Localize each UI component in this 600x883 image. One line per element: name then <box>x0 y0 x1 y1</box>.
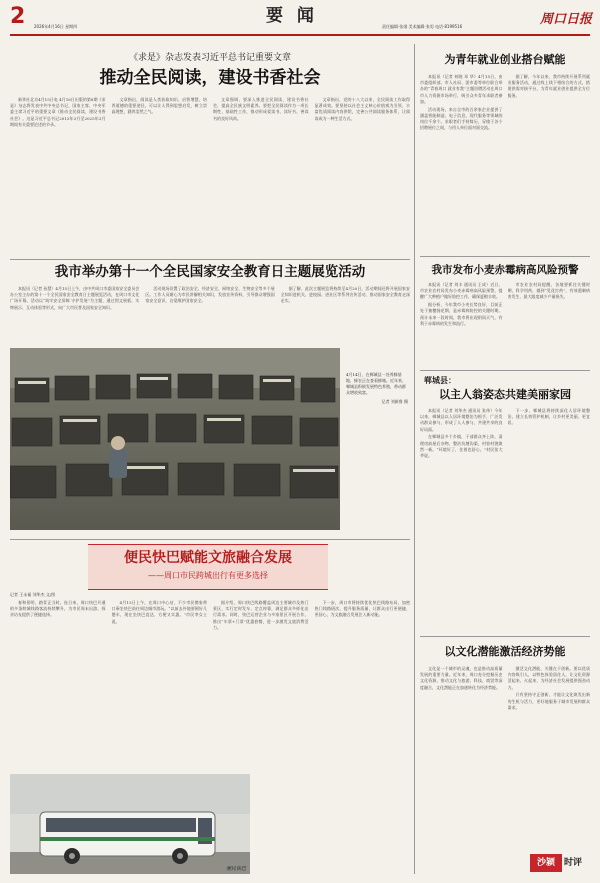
shaying-logo-brand: 沙颍 <box>530 854 562 872</box>
article-1-headline: 推动全民阅读，建设书香社会 <box>99 68 321 88</box>
article-3-paragraph: 据介绍，周口快巴线路覆盖周边主要城市及热门景区，实行定时发车、定点停靠，满足群众多样化出行需求。同时，快巴运营企业与多家景区开展合作，推出“车票+门票”优惠套餐，进一步激发文旅消费活力。 <box>213 600 309 630</box>
article-4-paragraph: 据了解，今年以来，我市持续开展系列就业服务活动，通过线上线下相结合的方式，搭建供需对接平台，为青年就业创业提供全方位服务。 <box>507 74 590 98</box>
article-5-paragraph: 据分析，今年我市小麦长势良好，目前正处于抽穗扬花期，是赤霉病防控的关键时期。预计未来一段时间，我市将出现阴雨天气，有利于赤霉病的发生和流行。 <box>420 302 503 326</box>
section-divider <box>420 636 590 637</box>
article-5-body-col-2 <box>508 282 591 364</box>
article-1-kicker: 《求是》杂志发表习近平总书记重要文章 <box>128 53 291 63</box>
article-3-paragraph: 下一步，周口市将持续优化快巴线路布局，加密热门线路班次，提升服务质量，让群众出行更便捷、更舒心，为文旅融合发展注入新动能。 <box>314 600 410 618</box>
editor-line: 责任编辑·张翊 美术编辑·张男 电话·8199516 <box>382 24 463 29</box>
article-3-headline: 便民快巴赋能文旅融合发展 <box>124 550 292 566</box>
shaying-commentary-logo <box>530 854 590 872</box>
shaying-logo-label: 时评 <box>564 858 583 868</box>
section-divider <box>420 256 590 257</box>
article-2-headline: 我市举办第十一个全民国家安全教育日主题展览活动 <box>54 264 366 280</box>
section-title: 要 闻 <box>266 6 318 26</box>
article-5-headline: 我市发布小麦赤霉病高风险预警 <box>431 264 579 276</box>
column-divider <box>414 44 415 874</box>
article-1-body-col-3 <box>213 97 309 255</box>
article-2-paragraph: 本报讯（记者 孙慧）4月15日上午，由中共周口市委国家安全委员会办公室主办的第十一个全民国家安全教育日主题展览活动，在周口市文化广场开幕。活动以“筑牢安全屏障 守护发展”为主题，通过图文展板、实物展示、互动体验等形式，向广大市民普及国家安全知识。 <box>10 286 140 310</box>
article-2-paragraph: 活动现场设置了政治安全、经济安全、网络安全、生物安全等多个展区。工作人员耐心为市民讲解相关知识，发放宣传资料，引导群众增强国家安全意识，自觉维护国家安全。 <box>145 286 275 304</box>
article-2 <box>10 262 410 537</box>
date-line: 2026年4月16日 星期四 <box>34 24 78 29</box>
article-7-paragraph: 文化是一个城市的灵魂，也是推动高质量发展的重要力量。近年来，周口充分挖掘历史文化资源，推动文化与旅游、科技、商贸等深度融合，文化潜能正在加速转化为经济势能。 <box>420 666 503 690</box>
article-2-paragraph: 据了解，此次主题展览将持续至4月20日，活动期间还将开展国家安全知识进机关、进校园、进社区等系列宣传活动，推动国家安全教育走深走实。 <box>280 286 410 304</box>
article-2-body-col-1 <box>10 286 139 344</box>
bus-figure <box>40 812 215 864</box>
article-3-paragraph: 4月13日上午，在周口中心站，不少市民携家带口乘坐快巴前往周边城市游玩。“以前去外地要倒好几趟车，现在坐快巴直达，方便又实惠。”市民李女士说。 <box>111 600 207 624</box>
beehive-photo-caption-text: 4月14日，在郸城县一处养蜂基地，蜂农正在查看蜂箱。近年来，郸城县积极发展特色养殖，带动群众增收致富。 <box>346 372 406 395</box>
article-4 <box>420 52 590 247</box>
section-divider <box>10 259 410 260</box>
article-1-body-col-2 <box>112 97 208 255</box>
article-6-headline: 以主人翁姿态共建美丽家园 <box>439 388 571 401</box>
article-3 <box>10 544 410 876</box>
article-3-paragraph: 春和景明，踏青正当时。连日来，周口快巴开通的多条跨城线路客流持续攀升，为市民周末出游、探亲访友提供了便捷选择。 <box>10 600 106 618</box>
article-6-paragraph: 下一步，郸城县将持续深化人居环境整治，建立长效管护机制，让乡村更美丽、更宜居。 <box>507 408 590 426</box>
article-5-paragraph: 本报讯（记者 刘丰 通讯员 王成）近日，市农业农村局发布小麦赤霉病高风险预警，提醒广大种植户做好防控工作，确保夏粮丰收。 <box>420 282 503 300</box>
article-6 <box>420 374 590 632</box>
beekeeper-figure <box>109 436 127 478</box>
article-4-body-col-1 <box>420 74 503 244</box>
article-1-paragraph: 文章指出，党的十八大以来，全民阅读工作取得显著成效。要坚持以社会主义核心价值观为引领，丰富优质阅读内容供给，完善公共阅读服务体系，让阅读成为一种生活方式。 <box>314 97 410 121</box>
article-7-body-col-2 <box>508 666 591 846</box>
article-2-body-col-2 <box>145 286 274 344</box>
article-7 <box>420 640 590 878</box>
section-divider <box>420 370 590 371</box>
beehive-photo-caption <box>346 372 408 405</box>
article-6-body-col-2 <box>508 408 591 630</box>
bus-photo-credit: 便民快巴 <box>225 866 246 872</box>
beehive-photo-credit: 记者 刘新鲁 摄 <box>381 399 408 404</box>
article-6-body-col-1 <box>420 408 503 630</box>
article-5 <box>420 262 590 367</box>
beehive-photo-image <box>10 348 340 530</box>
section-divider <box>10 539 410 540</box>
masthead <box>0 0 600 40</box>
article-7-paragraph: 激活文化潜能，关键在于创新。要以优质内容吸引人，以特色体验留住人，让文化资源活起来、火起来，为经济社会发展提供强劲动力。 <box>507 666 590 690</box>
article-3-byline: 记者 王永福 刘华杰 文/图 <box>10 592 56 597</box>
logo: 周口日报 <box>540 12 593 27</box>
article-4-headline: 为青年就业创业搭台赋能 <box>444 53 566 66</box>
article-7-body-col-1 <box>420 666 503 846</box>
article-4-paragraph: 本报讯（记者 何晓 邓 华）4月15日，由市委组织部、市人社局、团市委等单位联合举办的“青春周口 就业有我”主题招聘活动在周口市人力资源市场举行，吸引众多青年求职者参加。 <box>420 74 503 104</box>
article-5-body-col-1 <box>420 282 503 364</box>
article-6-paragraph: 本报讯（记者 刘华杰 通讯员 张伟）今年以来，郸城县以人居环境整治为抓手，广泛发动群众参与，形成了人人参与、共建共享的良好局面。 <box>420 408 503 432</box>
article-2-body-col-3 <box>281 286 410 344</box>
article-1-paragraph: 文章指出，阅读是人类获取知识、启智增慧、培养道德的重要途径，可以让人得到思想启发，树立崇高理想，涵养浩然之气。 <box>111 97 207 115</box>
article-4-body-col-2 <box>508 74 591 244</box>
article-1-paragraph: 新华社北京4月15日电 4月16日出版的第8期《求是》杂志将发表中共中央总书记、国家主席、中央军委主席习近平的重要文章《推动全民阅读，建设书香社会》。这是习近平总书记2013年3月至2025年3月期间有关重要论述的节录。 <box>10 97 106 127</box>
article-3-body-col-4 <box>315 600 411 820</box>
article-1-body-col-1 <box>10 97 106 255</box>
beehive-photo <box>10 348 340 530</box>
masthead-rule <box>10 34 590 36</box>
article-7-paragraph: 只有坚持守正创新，才能让文化焕发出新的生机与活力，更好地服务于城市发展和群众需求。 <box>507 692 590 710</box>
page-number: 2 <box>10 4 26 29</box>
article-1 <box>10 52 410 257</box>
article-4-paragraph: 活动现场，来自全市的百余家企业提供了涵盖智能制造、电子信息、现代服务等领域的岗位千余个。求职者们手持简历，穿梭于各个招聘展位之间，与用人单位面对面交流。 <box>420 106 503 131</box>
article-6-paragraph: 在郸城县多个乡镇，干部群众齐上阵，清理房前屋后杂物，整治坑塘沟渠，村容村貌焕然一新。“环境好了，住着也舒心。”村民张大爷说。 <box>420 434 503 458</box>
article-5-paragraph: 市农业农村局提醒，各地要抓住关键时期，科学用药，做到“见花打药”，有效遏制病害发生，最大限度减少产量损失。 <box>507 282 590 300</box>
article-6-kicker: 郸城县： <box>424 375 456 385</box>
article-7-headline: 以文化潜能激活经济势能 <box>444 645 566 658</box>
article-3-subhead: ——周口市民跨城出行有更多选择 <box>148 571 268 580</box>
article-1-body-col-4 <box>315 97 411 255</box>
bus-photo <box>10 774 250 874</box>
bus-photo-image <box>10 774 250 874</box>
article-1-paragraph: 文章强调，要深入推进全民阅读，建设书香社会，提高全民族文明素养。要把全民阅读作为一项长期性、基础性工作，推动形成爱读书、读好书、善读书的良好风尚。 <box>213 97 309 121</box>
